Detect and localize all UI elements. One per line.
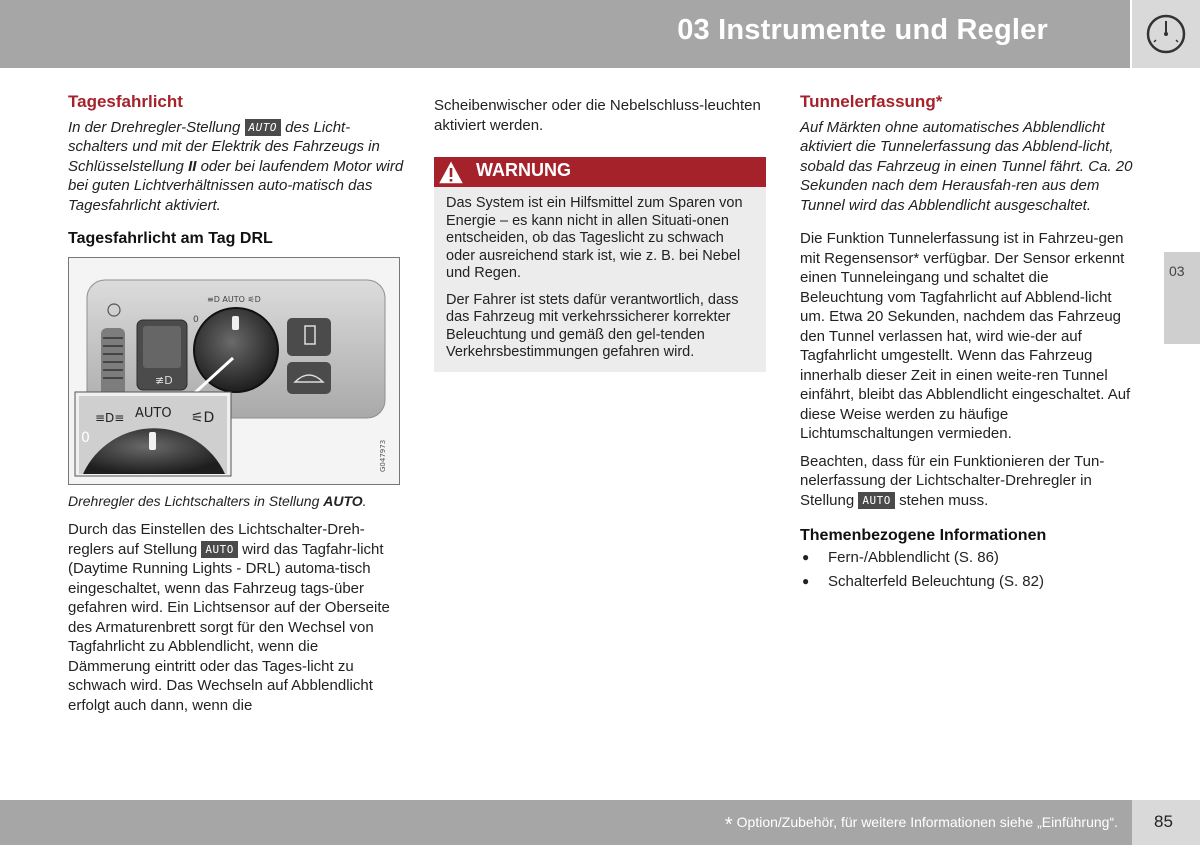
warning-triangle-icon [436, 157, 466, 187]
tunnel-p2-text-a: Beachten, dass für ein Funktionieren der Tun-nelerfassung der Lichtschalter-Drehregler in Stellung [800, 452, 1105, 509]
svg-text:0: 0 [193, 314, 199, 325]
figure-caption [68, 492, 404, 512]
related-link[interactable]: ● Fern-/Abblendlicht (S. 86) [800, 548, 1136, 568]
column-middle [434, 96, 766, 372]
auto-badge: AUTO [858, 492, 895, 509]
warning-header [434, 157, 766, 187]
inset-auto-label: AUTO [135, 405, 172, 421]
caption-period: . [362, 492, 367, 509]
light-switch-figure [68, 257, 400, 485]
tunnel-p2-text-b: stehen muss. [899, 491, 989, 509]
page-number: 85 [1154, 812, 1173, 831]
warning-paragraph-2: Der Fahrer ist stets dafür verantwortlich, dass das Fahrzeug mit verkehrssicherer korrekter Beleuchtung und gemäß den gel-tenden Verkehrsbestimmungen gefahren wird. [446, 291, 739, 360]
column-left [68, 92, 404, 715]
caption-text: Drehregler des Lichtschalters in Stellung [68, 492, 320, 509]
warning-box [434, 157, 766, 372]
subheading-drl: Tagesfahrlicht am Tag DRL [68, 230, 273, 247]
light-switch-illustration [69, 258, 399, 484]
auto-badge: AUTO [201, 541, 238, 558]
auto-badge: AUTO [245, 119, 282, 136]
svg-text:⚟D: ⚟D [191, 409, 215, 426]
intro-text-a: In der Drehregler-Stellung [68, 118, 241, 136]
warning-body [434, 187, 766, 372]
intro-text-b: des Licht-schalters und mit der Elektrik des Fahrzeugs in Schlüsselstellung [68, 118, 380, 175]
body-text-b: wird das Tagfahr-licht (Daytime Running Lights - DRL) automa-tisch eingeschaltet, wenn das Fahrzeug tags-über gefahren wird. Ein Lichtsensor auf der Oberseite des Armaturenbrett sorgt für den Wechsel von Tagfahrlicht zu Abblendlicht, wenn die Dämmerung eintritt oder das Tages-licht zu schwach wird. Das Wechseln auf Abblendlicht erfolgt auch dann, wenn die [68, 540, 390, 714]
chapter-side-tab[interactable] [1164, 252, 1200, 344]
warning-title: WARNUNG [476, 160, 571, 180]
warning-paragraph-1: Das System ist ein Hilfsmittel zum Sparen von Energie – es kann nicht in allen Situati-onen entscheiden, ob das Tageslicht zu schwach oder ausreichend stark ist, wie z. B. bei Nebel und Regen. [446, 195, 743, 281]
related-link[interactable]: ● Schalterfeld Beleuchtung (S. 82) [800, 572, 1136, 592]
svg-text:≢D: ≢D [155, 373, 173, 387]
svg-text:≡D≡: ≡D≡ [95, 410, 125, 425]
intro-text-c: oder bei laufendem Motor wird bei guten Lichtverhältnissen auto-matisch das Tagesfahrlicht aktiviert. [68, 157, 404, 214]
body-paragraph [68, 520, 404, 715]
page-footer [0, 800, 1132, 845]
caption-auto: AUTO [323, 492, 363, 509]
tunnel-paragraph-2 [800, 452, 1136, 511]
footnote [725, 814, 1118, 837]
tunnel-paragraph-1: Die Funktion Tunnelerfassung ist in Fahrzeu-gen mit Regensensor* verfügbar. Der Sensor erkennt einen Tunneleingang und schaltet die Beleuchtung vom Tagfahrlicht auf Abblend-licht um. Etwa 20 Sekunden, nachdem das Fahrzeug den Tunnel verlassen hat, wird wie-der auf Tagfahrlicht umgestellt. Wenn das Fahrzeug innerhalb dieser Zeit in einen weite-ren Tunnel einfährt, bleibt das Abblendlicht eingeschaltet. Auf diese Weise werden zu häufige Lichtumschaltungen vermieden. [800, 230, 1131, 442]
key-position: II [188, 157, 197, 175]
tunnel-intro: Auf Märkten ohne automatisches Abblendlicht aktiviert die Tunnelerfassung das Abblend-licht, sobald das Fahrzeug in einen Tunnel fährt. Ca. 20 Sekunden nach dem Herausfah-ren aus dem Tunnel wird das Abblendlicht ausgeschaltet. [800, 118, 1133, 214]
body-text-a: Durch das Einstellen des Lichtschalter-Dreh-reglers auf Stellung [68, 521, 365, 558]
related-info-heading: Themenbezogene Informationen [800, 527, 1047, 544]
chapter-title: 03 Instrumente und Regler [677, 14, 1048, 46]
side-tab-label: 03 [1169, 263, 1185, 279]
continued-paragraph: Scheibenwischer oder die Nebelschluss-leuchten aktiviert werden. [434, 97, 761, 134]
chapter-icon-box [1132, 0, 1200, 68]
footnote-text: Option/Zubehör, für weitere Informationen siehe „Einführung“. [736, 814, 1118, 830]
section-heading-tagesfahrlicht: Tagesfahrlicht [68, 92, 183, 111]
page-number-box [1132, 800, 1200, 845]
svg-text:0: 0 [81, 429, 90, 446]
chapter-header [0, 0, 1130, 68]
svg-text:≡D AUTO ⚟D: ≡D AUTO ⚟D [207, 294, 261, 304]
column-right [800, 92, 1136, 597]
section-heading-tunnelerfassung: Tunnelerfassung* [800, 92, 943, 111]
related-info-list [800, 548, 1136, 592]
figure-code: G047973 [379, 439, 387, 472]
speedometer-icon [1144, 12, 1188, 56]
footnote-star: * [724, 814, 733, 836]
intro-paragraph [68, 118, 404, 216]
